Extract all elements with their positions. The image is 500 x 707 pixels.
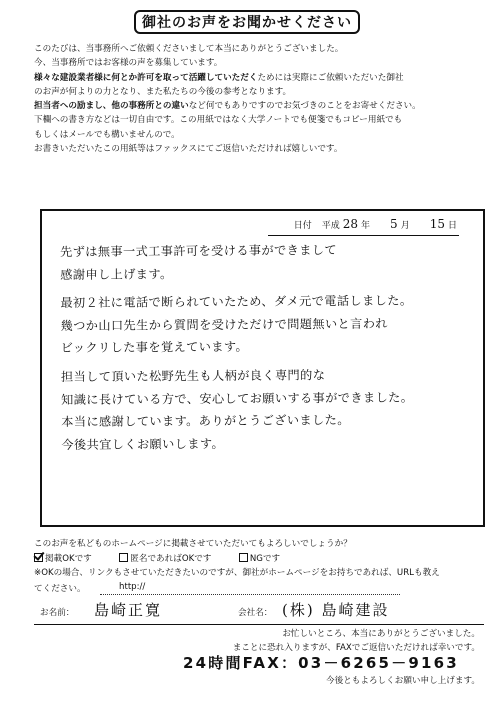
message-line: 幾つか山口先生から質問を受けただけで問題無いと言われ <box>60 316 388 333</box>
fax-number: 24時間FAX：03－6265－9163 <box>183 654 459 672</box>
option-ok[interactable]: 掲載OKです <box>34 554 92 564</box>
intro-line: のお声が何よりの力となり、また私たちの今後の参考となります。 <box>34 86 292 97</box>
option-ng[interactable]: NGです <box>239 554 280 564</box>
intro-line: 下欄への書き方などは一切自由です。この用紙ではなく大学ノートでも便箋でもコピー用紙でも <box>34 115 403 126</box>
intro-line: 今、当事務所ではお客様の声を募集しています。 <box>34 58 223 69</box>
page-title: 御社のお声をお聞かせください <box>134 10 360 34</box>
consent-options <box>34 552 280 564</box>
date-month-unit: 月 <box>400 221 410 231</box>
date-day: 15 <box>429 217 445 231</box>
thanks-line: お忙しいところ、本当にありがとうございました。 <box>282 629 480 639</box>
date-year-unit: 年 <box>361 221 371 231</box>
intro-line: 担当者への励まし、他の事務所との違いなど何でもありですのでお気づきのことをお寄せください。 <box>34 101 421 112</box>
date-era: 平成 <box>321 221 340 231</box>
signature-underline <box>34 624 484 625</box>
date-label: 日付 <box>293 221 312 231</box>
message-line: 今後共宜しくお願いします。 <box>61 436 225 452</box>
feedback-card <box>40 209 485 527</box>
intro-line: お書きいただいたこの用紙等はファックスにてご返信いただければ嬉しいです。 <box>34 144 343 155</box>
intro-line: もしくはメールでも構いませんので。 <box>34 129 180 140</box>
checkbox-checked-icon[interactable] <box>34 553 43 562</box>
message-line: 最初２社に電話で断られていたため、ダメ元で電話しました。 <box>60 293 413 311</box>
name-label: お名前： <box>40 608 75 618</box>
message-line: 先ずは無事一式工事許可を受ける事ができまして <box>60 243 338 259</box>
option-anonymous[interactable]: 匿名であればOKです <box>119 554 211 564</box>
checkbox-icon[interactable] <box>239 553 248 562</box>
intro-text <box>34 42 484 156</box>
intro-line: このたびは、当事務所へご依頼くださいまして本当にありがとうございました。 <box>34 44 344 54</box>
date-month: 5 <box>390 217 398 231</box>
company-value: (株) 島崎建設 <box>282 601 390 619</box>
closing-line: 今後ともよろしくお願い申し上げます。 <box>325 676 480 686</box>
message-line: 担当して頂いた松野先生も人柄が良く専門的な <box>60 368 326 384</box>
url-note: ※OKの場合、リンクもさせていただきたいのですが、御社がホームページをお持ちであれば、URLも教え <box>34 568 440 578</box>
intro-line: 様々な建設業者様に何とか許可を取って活躍していただくためには実際にご依頼いただいた御社 <box>34 72 404 83</box>
date-year: 28 <box>342 217 359 231</box>
date-day-unit: 日 <box>447 221 457 231</box>
message-line: 本当に感謝しています。ありがとうございました。 <box>61 413 350 430</box>
handwritten-message <box>60 238 481 456</box>
url-value[interactable]: http:// <box>119 582 146 592</box>
url-underline <box>100 594 400 595</box>
consent-question: このお声を私どものホームページに掲載させていただいてもよろしいでしょうか？ <box>34 539 352 549</box>
message-line: 知識に長けている方で、安心してお願いする事ができました。 <box>61 390 414 407</box>
fax-request: まことに恐れ入りますが、FAXでご返信いただければ幸いです。 <box>232 643 480 653</box>
company-label: 会社名： <box>238 608 273 618</box>
message-line: 感謝申し上げます。 <box>60 266 173 282</box>
checkbox-icon[interactable] <box>119 553 128 562</box>
date-underline <box>268 235 459 236</box>
name-value: 島崎正寛 <box>94 601 163 619</box>
url-note-cont: てください。 <box>34 584 86 594</box>
message-line: ビックリした事を覚えています。 <box>60 340 249 356</box>
date-line <box>294 217 457 231</box>
